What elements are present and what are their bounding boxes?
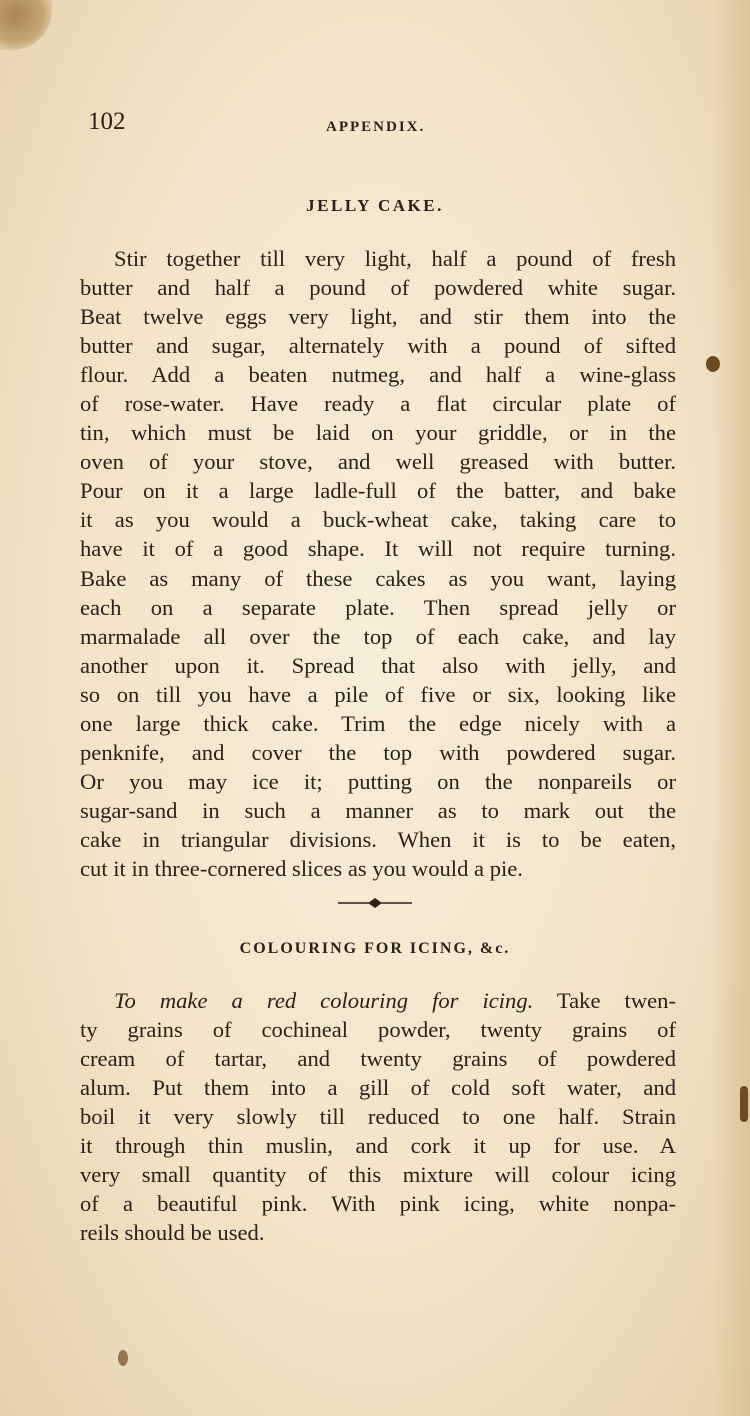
text-line: cake in triangular divisions. When it is to be eaten, <box>80 826 676 852</box>
text-line: sugar-sand in such a manner as to mark out the <box>80 797 676 823</box>
text-line: Pour on it a large ladle-full of the batter, and bake <box>80 478 676 504</box>
section-title-colouring: COLOURING FOR ICING, &c. <box>239 940 511 957</box>
text-line: alum. Put them into a gill of cold soft water, and <box>80 1075 676 1101</box>
text-line: boil it very slowly till reduced to one half. Strain <box>80 1104 676 1130</box>
text-line: each on a separate plate. Then spread jelly or <box>80 594 676 620</box>
text-line: very small quantity of this mixture will colour icing <box>80 1162 676 1188</box>
paragraph-jelly-cake <box>80 244 676 883</box>
text-line: tin, which must be laid on your griddle, or in the <box>80 420 676 446</box>
first-line-rest: Take twen- <box>533 988 676 1013</box>
ink-spot <box>118 1350 128 1366</box>
text-line: one large thick cake. Trim the edge nicely with a <box>80 710 676 736</box>
text-line: flour. Add a beaten nutmeg, and half a wine-glass <box>80 362 676 388</box>
text-line: Beat twelve eggs very light, and stir them into the <box>80 304 676 330</box>
corner-stain <box>0 0 52 50</box>
text-line: of a beautiful pink. With pink icing, white nonpa- <box>80 1191 676 1217</box>
text-line: it as you would a buck-wheat cake, taking care to <box>80 507 676 533</box>
text-line: oven of your stove, and well greased with butter. <box>80 449 676 475</box>
text-line-first <box>80 986 676 1015</box>
text-line: butter and sugar, alternately with a pound of sifted <box>80 333 676 359</box>
text-line: Stir together till very light, half a pound of fresh <box>114 246 676 271</box>
text-line: cream of tartar, and twenty grains of powdered <box>80 1046 676 1072</box>
text-line: butter and half a pound of powdered white sugar. <box>80 275 676 301</box>
text-line: so on till you have a pile of five or six, looking like <box>80 681 676 707</box>
text-line: penknife, and cover the top with powdered sugar. <box>80 739 676 765</box>
page-header <box>88 108 668 142</box>
page-number: 102 <box>88 108 126 135</box>
page-edge-shadow <box>712 0 750 1416</box>
text-line: cut it in three-cornered slices as you would a pie. <box>80 855 523 881</box>
text-line: reils should be used. <box>80 1220 265 1246</box>
ink-spot <box>740 1086 748 1122</box>
section-title-jelly-cake: JELLY CAKE. <box>306 196 444 215</box>
running-head: APPENDIX. <box>326 119 426 135</box>
text-line: Or you may ice it; putting on the nonpareils or <box>80 768 676 794</box>
text-line: Bake as many of these cakes as you want, laying <box>80 565 676 591</box>
ink-spot <box>706 356 720 372</box>
text-line: have it of a good shape. It will not require turning. <box>80 536 676 562</box>
text-line: ty grains of cochineal powder, twenty grains of <box>80 1017 676 1043</box>
paragraph-colouring <box>80 986 676 1247</box>
section-divider-ornament <box>338 896 412 910</box>
text-line: another upon it. Spread that also with jelly, and <box>80 652 676 678</box>
text-line: it through thin muslin, and cork it up for use. A <box>80 1133 676 1159</box>
text-line: marmalade all over the top of each cake, and lay <box>80 623 676 649</box>
text-line: of rose-water. Have ready a flat circular plate of <box>80 391 676 417</box>
italic-lead: To make a red colouring for icing. <box>114 988 534 1013</box>
